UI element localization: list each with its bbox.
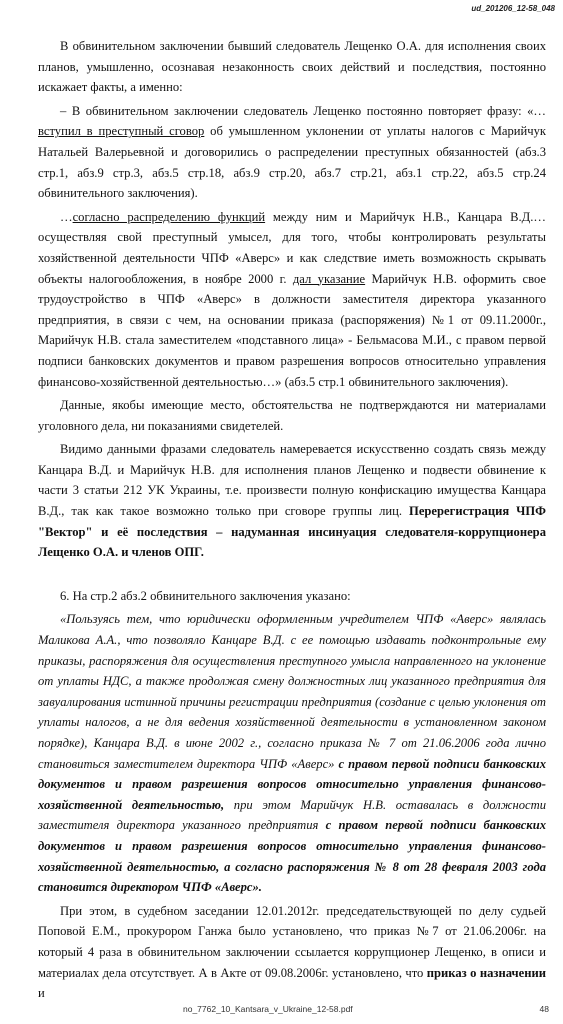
p3-underlined-2: дал указание	[292, 271, 366, 286]
header-doc-id: ud_201206_12-58_048	[471, 4, 555, 13]
paragraph-quote-1	[38, 101, 546, 204]
p3-lead: …	[60, 209, 73, 224]
p3-mid: между ним и Марийчук Н.В., Канцара В.Д.… осуществляя свой преступный умысел, для того, чтобы контролировать результаты хозяйственной деятельности ЧПФ «Аверс» и как следствие иметь возможность скрывать объекты налогообложения, в ноябре 2000 г.	[38, 209, 546, 286]
footer-filename: no_7762_10_Kantsara_v_Ukraine_12-58.pdf	[183, 1004, 353, 1014]
quote-part-2: при этом Марийчук Н.В. оставалась в должности заместителя директора указанного предприятия	[38, 797, 546, 833]
p5-text: Видимо данными фразами следователь намеревается искусственно создать связь между Канцара В.Д. и Марийчук Н.В. для исполнения планов Лещенко и подвести обвинение к части 3 статьи 212 УК Украины, т.е. произвести полную конфискацию имущества Канцара В.Д., так как такое возможно только при сговоре группы лиц.	[38, 442, 546, 519]
p5-bold: Перерегистрация ЧПФ "Вектор" и её последствия – надуманная инсинуация следователя-коррупционера Лещенко О.А. и членов ОПГ.	[38, 504, 546, 560]
quote-part-1: «Пользуясь тем, что юридически оформленным учредителем ЧПФ «Аверс» являлась Маликова А.А., что позволяло Канцаре В.Д. с ее помощью издавать подконтрольные ему приказы, распоряжения для осуществления преступного умысла направленного на уклонение от уплаты НДС, а также продолжая смену должностных лиц указанного предприятия для завуалирования истинной причины регистрации предприятия (создание с целью уклонения от уплаты налогов, а не для ведения хозяйственной деятельности в установленном законом порядке), Канцара В.Д. в июне 2002 г., согласно приказа № 7 от 21.06.2006 года лично становиться заместителем директора ЧПФ «Аверс»	[38, 612, 546, 771]
p7-bold: приказ о назначении	[426, 965, 546, 980]
quote-bold-1: с правом первой подписи банковских документов и правом разрешения вопросов относительно управления финансово-хозяйственной деятельностью,	[38, 756, 546, 812]
page-number: 48	[539, 1004, 549, 1014]
paragraph-conclusion	[38, 439, 546, 563]
section-6-heading: 6. На стр.2 абз.2 обвинительного заключения указано:	[60, 588, 351, 603]
p2-lead: – В обвинительном заключении следователь Лещенко постоянно повторяет фразу: «…	[60, 103, 546, 118]
paragraph-quote-2	[38, 207, 546, 392]
paragraph-italic-quote	[38, 609, 546, 897]
document-body	[38, 36, 546, 1007]
p7-tail: и	[38, 986, 45, 1001]
p3-rest: Марийчук Н.В. оформить свое трудоустройство в ЧПФ «Аверс» в должности заместителя директора указанного предприятия, в связи с чем, на основании приказа (распоряжения) №1 от 09.11.2000г., Марийчук Н.В. стала заместителем «подставного лица» - Бельмасова М.И., с правом первой подписи банковских документов и правом разрешения вопросов относительно управления финансово-хозяйственной деятельностью…» (абз.5 стр.1 обвинительного заключения).	[38, 271, 546, 389]
p7-text: При этом, в судебном заседании 12.01.2012г. председательствующей по делу судьей Поповой Е.М., прокурором Ганжа было установлено, что приказ №7 от 21.06.2006г. на который 4 раза в обвинительном заключении ссылается коррупционер Лещенко, в описи и материалах дела отсутствует. А в Акте от 09.08.2006г. установлено, что	[38, 903, 546, 980]
p2-rest: об умышленном уклонении от уплаты налогов с Марийчук Натальей Валерьевной и договорились о распределении преступных обязанностей (абз.3 стр.1, абз.9 стр.3, абз.5 стр.18, абз.9 стр.20, абз.7 стр.21, абз.1 стр.22, абз.5 стр.24 обвинительного заключения).	[38, 124, 547, 201]
paragraph-not-confirmed: Данные, якобы имеющие место, обстоятельства не подтверждаются ни материалами уголовного дела, ни показаниями свидетелей.	[38, 398, 546, 433]
paragraph-court-session	[38, 901, 546, 1004]
p3-underlined-1: согласно распределению функций	[72, 209, 266, 224]
quote-bold-2: с правом первой подписи банковских документов и правом разрешения вопросов относительно управления финансово-хозяйственной деятельностью, а согласно распоряжения № 8 от 28 февраля 2003 года становится директором ЧПФ «Аверс».	[38, 818, 546, 895]
paragraph-intro: В обвинительном заключении бывший следователь Лещенко О.А. для исполнения своих планов, умышленно, осознавая незаконность своих действий и последствия, постоянно искажает факты, а именно:	[38, 39, 546, 95]
p2-underlined: вступил в преступный сговор	[38, 124, 205, 139]
section-gap	[38, 566, 546, 586]
